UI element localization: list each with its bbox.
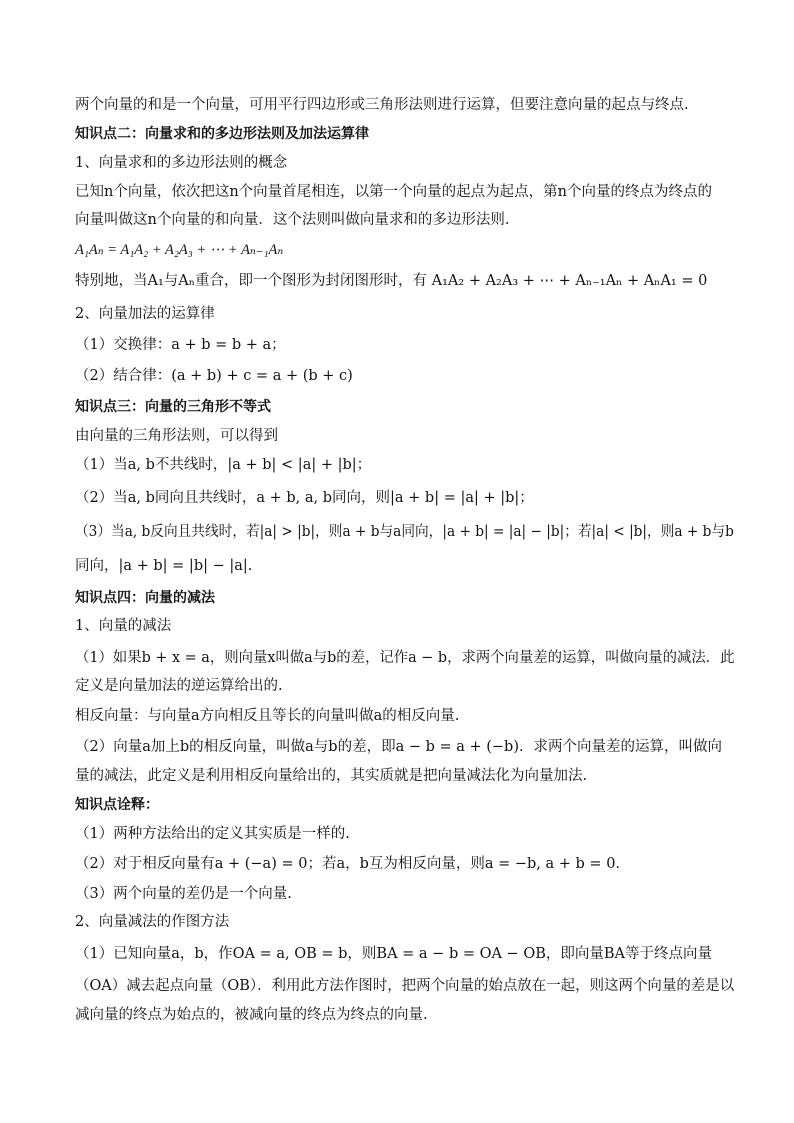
text-line: 向量叫做这n个向量的和向量．这个法则叫做向量求和的多边形法则. [75, 212, 510, 228]
text-line: 量的减法，此定义是利用相反向量给出的，其实质就是把向量减法化为向量加法. [75, 768, 588, 784]
text-line: （2）对于相反向量有a + (−a) = 0；若a，b互为相反向量，则a = −b, a + b = 0. [75, 856, 621, 872]
text-line: （2）当a, b同向且共线时，a + b, a, b同向，则|a + b| = |a| + |b|； [75, 490, 534, 506]
section-heading: 知识点三：向量的三角形不等式 [75, 399, 271, 415]
text-line: 由向量的三角形法则，可以得到 [75, 428, 278, 444]
text-line: （1）两种方法给出的定义其实质是一样的. [75, 826, 350, 842]
text-line: 相反向量：与向量a方向相反且等长的向量叫做a的相反向量. [75, 708, 460, 724]
text-line: 2、向量加法的运算律 [75, 306, 215, 322]
text-line: 减向量的终点为始点的，被减向量的终点为终点的向量. [75, 1007, 428, 1023]
text-line: （OA）减去起点向量（OB）．利用此方法作图时，把两个向量的始点放在一起，则这两个向量的差是以 [75, 978, 735, 994]
section-heading: 知识点二：向量求和的多边形法则及加法运算律 [75, 126, 369, 142]
text-line: （3）当a, b反向且共线时，若|a| > |b|，则a + b与a同向，|a + b| = |a| − |b|；若|a| < |b|，则a + b与b [75, 524, 734, 540]
text-line: （1）交换律：a + b = b + a； [75, 337, 286, 353]
text-line: 1、向量求和的多边形法则的概念 [75, 155, 288, 171]
section-heading: 知识点四：向量的减法 [75, 590, 215, 606]
text-line: 两个向量的和是一个向量，可用平行四边形或三角形法则进行运算，但要注意向量的起点与终点. [75, 97, 689, 113]
text-line: （1）如果b + x = a，则向量x叫做a与b的差，记作a − b，求两个向量差的运算，叫做向量的减法．此 [75, 650, 735, 666]
text-line: （1）当a, b不共线时，|a + b| < |a| + |b|； [75, 457, 372, 473]
text-line: 已知n个向量，依次把这n个向量首尾相连，以第一个向量的起点为起点，第n个向量的终点为终点的 [75, 184, 713, 200]
section-heading: 知识点诠释： [75, 797, 159, 813]
text-line: （3）两个向量的差仍是一个向量. [75, 886, 292, 902]
text-line: 同向，|a + b| = |b| − |a|. [75, 558, 253, 574]
text-line: 定义是向量加法的逆运算给出的. [75, 678, 283, 694]
text-line: （1）已知向量a，b，作OA = a, OB = b，则BA = a − b = OA − OB，即向量BA等于终点向量 [75, 946, 712, 962]
text-line: （2）结合律：(a + b) + c = a + (b + c) [75, 368, 353, 384]
text-line: （2）向量a加上b的相反向量，叫做a与b的差，即a − b = a + (−b)．求两个向量差的运算，叫做向 [75, 739, 722, 755]
text-line: 1、向量的减法 [75, 618, 172, 634]
formula-line: A₁Aₙ = A₁A₂ + A₂A₃ + ⋯ + Aₙ₋₁Aₙ [75, 242, 284, 258]
text-line: 2、向量减法的作图方法 [75, 914, 230, 930]
text-line: 特别地，当A₁与Aₙ重合，即一个图形为封闭图形时，有 A₁A₂ + A₂A₃ + ⋯ + Aₙ₋₁Aₙ + AₙA₁ = 0 [75, 273, 708, 289]
